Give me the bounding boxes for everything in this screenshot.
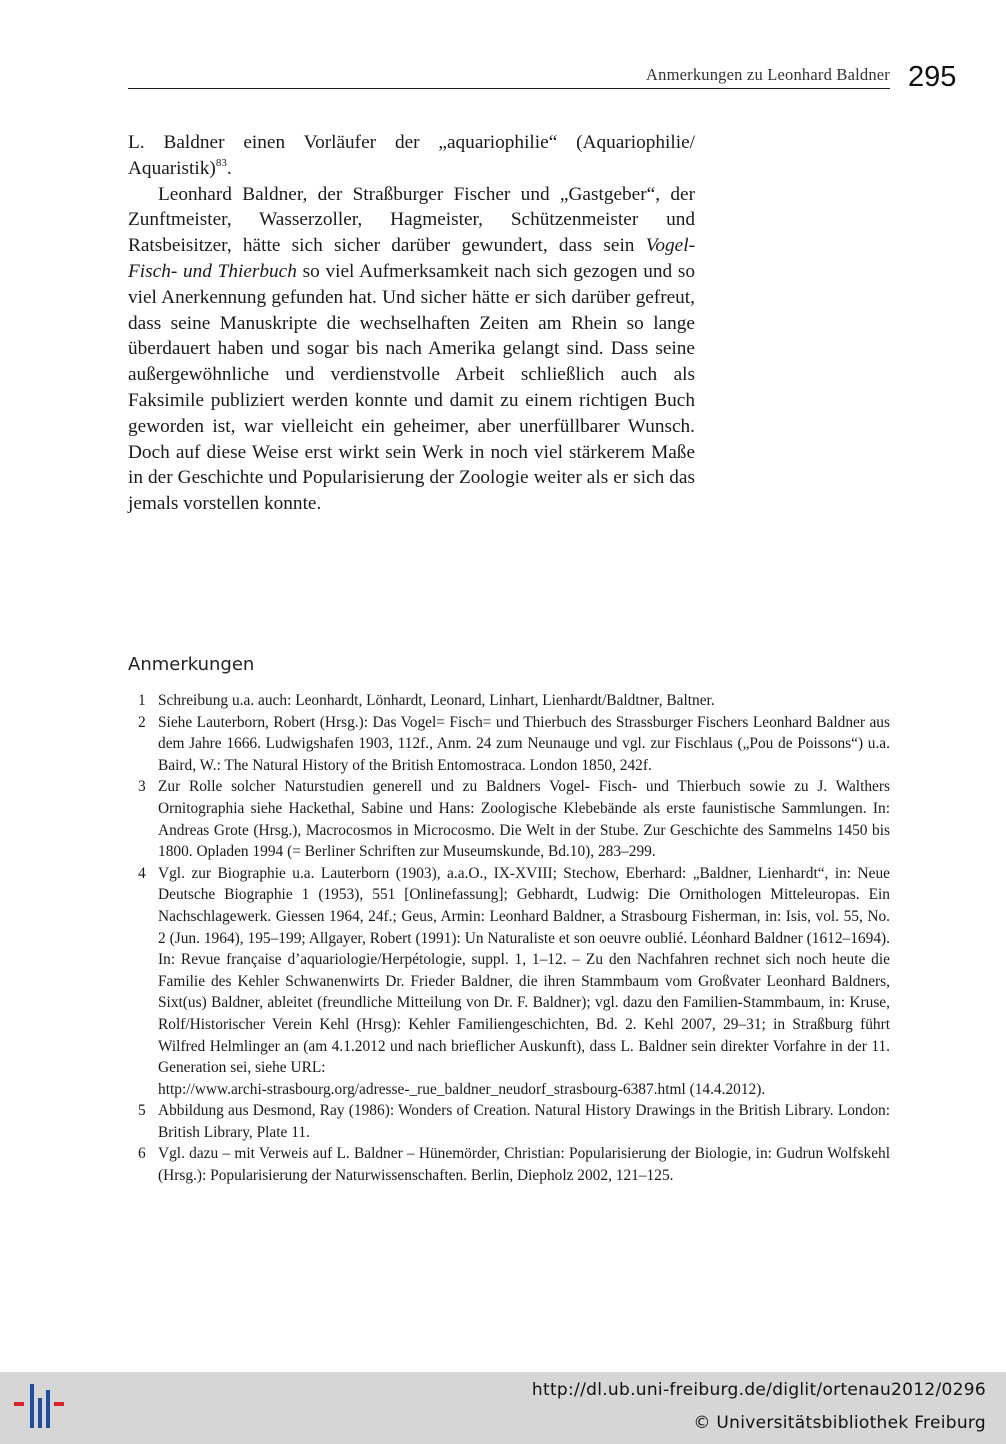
logo-bar-red	[54, 1402, 64, 1406]
paragraph-end: .	[226, 157, 232, 179]
page-number: 295	[908, 61, 957, 93]
note-number: 3	[138, 778, 146, 796]
note-url-link[interactable]: http://www.archi-strasbourg.org/adresse-_rue_baldner_neudorf_strasbourg-6387.html (14.4.2012).	[158, 1080, 766, 1098]
footer-bar	[0, 1372, 1006, 1444]
note-text-wrapper	[158, 863, 890, 1101]
note-text: Zur Rolle solcher Naturstudien generell und zu Baldners Vogel- Fisch- und Thierbuch sowie zu J. Walthers Ornitographia siehe Hackethal, Sabine und Hans: Zoologische Klebebände als erste faunistische Sammlungen. In: Andreas Grote (Hrsg.), Macrocosmos in Microcosmo. Die Welt in der Stube. Zur Geschichte des Sammelns 1450 bis 1800. Opladen 1994 (= Berliner Schriften zur Museumskunde, Bd.10), 283–299.	[158, 778, 890, 861]
note-number: 4	[138, 864, 146, 882]
note-item	[128, 863, 890, 1101]
note-number: 1	[138, 692, 146, 709]
paragraph-text: so viel Aufmerksamkeit nach sich gezogen und so viel Anerkennung gefunden hat. Und sicher hätte er sich darüber gefreut, dass seine Manuskripte die wechselhaften Zeiten am Rhein so lange überdauert haben und sogar bis nach Amerika gelangt sind. Dass seine außergewöhnliche und verdienstvolle Arbeit schließlich auch als Faksimile publiziert werden konnte und damit zu einem richtigen Buch geworden ist, war vielleicht ein geheimer, aber unerfüllbarer Wunsch. Doch auf diese Weise erst wirkt sein Werk in noch viel stärkerem Maße in der Geschichte und Popularisierung der Zoologie weiter als er sich das jemals vorstellen konnte.	[128, 260, 695, 515]
logo-bar-blue	[30, 1384, 34, 1428]
running-head	[128, 60, 890, 89]
body-paragraph	[128, 130, 695, 182]
footer-copyright: © Universitätsbibliothek Freiburg	[693, 1413, 986, 1433]
note-item	[128, 690, 890, 712]
paragraph-text: Leonhard Baldner, der Straßburger Fischer und „Gastgeber“, der Zunftmeister, Wasserzoller, Hagmeister, Schützenmeister und Ratsbeisitzer, hätte sich sicher darüber gewundert, dass sein	[128, 183, 695, 257]
note-text: Vgl. dazu – mit Verweis auf L. Baldner – Hünemörder, Christian: Popularisierung der Biologie, in: Gudrun Wolfskehl (Hrsg.): Popularisierung der Naturwissenschaften. Berlin, Diepholz 2002, 121–125.	[158, 1145, 890, 1185]
note-number: 6	[138, 1145, 146, 1163]
note-text: Schreibung u.a. auch: Leonhardt, Lönhardt, Leonard, Linhart, Lienhardt/Baldtner, Baltner.	[158, 692, 715, 709]
paragraph-text: L. Baldner einen Vorläufer der „aquariophilie“ (Aquariophilie/ Aquaristik)	[128, 132, 695, 179]
footer-url-link[interactable]: http://dl.ub.uni-freiburg.de/diglit/ortenau2012/0296	[531, 1380, 986, 1400]
logo-bar-blue	[38, 1398, 42, 1428]
body-text	[128, 130, 695, 517]
note-item	[128, 712, 890, 777]
library-logo-icon	[14, 1384, 66, 1428]
notes-list	[128, 690, 890, 1187]
note-number: 5	[138, 1102, 146, 1120]
body-paragraph	[128, 182, 695, 517]
notes-heading: Anmerkungen	[128, 654, 255, 675]
logo-bar-blue	[46, 1390, 50, 1428]
running-title: Anmerkungen zu Leonhard Baldner	[646, 65, 890, 84]
logo-bar-red	[14, 1402, 24, 1406]
note-text: Vgl. zur Biographie u.a. Lauterborn (1903), a.a.O., IX-XVIII; Stechow, Eberhard: „Baldner, Lienhardt“, in: Neue Deutsche Biographie 1 (1953), 551 [Onlinefassung]; Gebhardt, Ludwig: Die Ornithologen Mitteleuropas. Ein Nachschlagewerk. Giessen 1964, 24f.; Geus, Armin: Leonhard Baldner, a Strasbourg Fisherman, in: Isis, vol. 55, No. 2 (Jun. 1964), 195–199; Allgayer, Robert (1991): Un Naturaliste et son oeuvre oublié. Léonhard Baldner (1612–1694). In: Revue française d’aquariologie/Herpétologie, suppl. 1, 1–12. – Zu den Nachfahren rechnet sich noch heute die Familie des Kehler Schwanenwirts Dr. Frieder Baldner, die ihren Stammbaum vom Großvater Leonhard Baldners, Sixt(us) Baldner, ableitet (freundliche Mitteilung von Dr. F. Baldner); vgl. dazu den Familien-Stammbaum, in: Kruse, Rolf/Historischer Verein Kehl (Hrsg): Kehler Familiengeschichten, Bd. 2. Kehl 2007, 29–31; in Straßburg führt Wilfred Helmlinger an (am 4.1.2012 und nach brieflicher Auskunft), dass L. Baldner sein direkter Vorfahre in der 11. Generation sei, siehe URL:	[158, 864, 890, 1077]
note-item	[128, 1143, 890, 1186]
note-number: 2	[138, 713, 146, 731]
note-item	[128, 1100, 890, 1143]
book-title: Vogel- Fisch- und Thierbuch	[128, 235, 695, 282]
footnote-ref[interactable]: 83	[215, 156, 227, 169]
note-text: Siehe Lauterborn, Robert (Hrsg.): Das Vogel= Fisch= und Thierbuch des Strassburger Fischers Leonhard Baldner aus dem Jahre 1666. Ludwigshafen 1903, 112f., Anm. 24 zum Neunauge und vgl. zur Fischlaus („Pou de Poissons“) u.a. Baird, W.: The Natural History of the British Entomostraca. London 1850, 242f.	[158, 713, 890, 774]
note-text: Abbildung aus Desmond, Ray (1986): Wonders of Creation. Natural History Drawings in the British Library. London: British Library, Plate 11.	[158, 1102, 890, 1141]
note-item	[128, 776, 890, 862]
